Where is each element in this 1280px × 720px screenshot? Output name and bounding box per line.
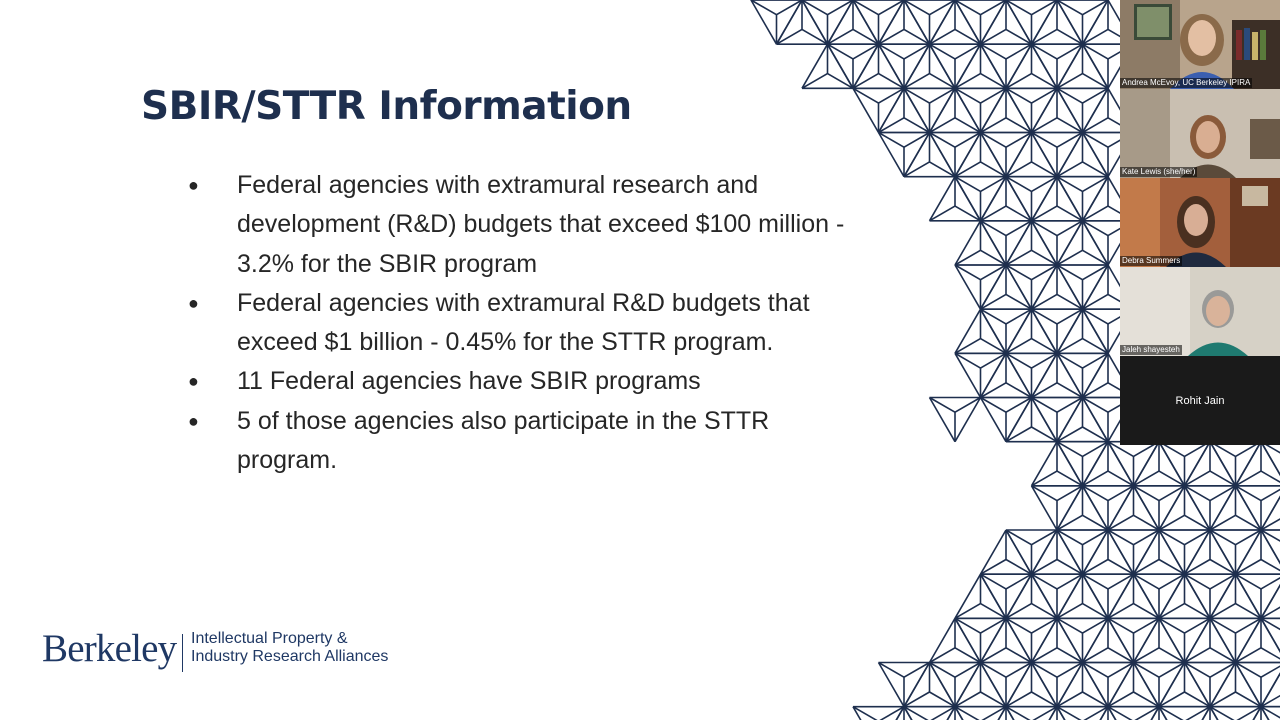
berkeley-wordmark: Berkeley: [42, 627, 177, 670]
participant-gallery: [1120, 0, 1280, 446]
bullet-dot-icon: ●: [188, 410, 199, 431]
participant-video: [1120, 178, 1280, 267]
participant-name: Andrea McEvoy, UC Berkeley IPIRA: [1122, 78, 1251, 87]
bullet-line: Federal agencies with extramural R&D budgets that: [237, 288, 810, 317]
participant-video: [1120, 0, 1280, 89]
logo-divider: [182, 634, 183, 672]
org-line-2: Industry Research Alliances: [191, 648, 389, 665]
org-line-1: Intellectual Property &: [191, 630, 348, 647]
participant-tile[interactable]: [1120, 89, 1280, 178]
participant-tile[interactable]: [1120, 178, 1280, 267]
participant-name: Debra Summers: [1122, 256, 1181, 265]
participant-tile[interactable]: [1120, 356, 1280, 445]
participant-name: Rohit Jain: [1175, 394, 1225, 407]
bullet-item: [188, 166, 948, 284]
bullet-line: 11 Federal agencies have SBIR programs: [237, 367, 701, 396]
bullet-line: exceed $1 billion - 0.45% for the STTR program.: [237, 328, 774, 357]
ipira-org-name: [191, 630, 411, 666]
slide-title: SBIR/STTR Information: [141, 84, 632, 129]
bullet-dot-icon: ●: [188, 292, 199, 313]
bullet-line: Federal agencies with extramural research and: [237, 171, 759, 199]
bullet-line: 3.2% for the SBIR program: [237, 249, 538, 278]
bullet-dot-icon: ●: [188, 371, 199, 392]
participant-name: Jaleh shayesteh: [1122, 345, 1180, 354]
participant-name: Kate Lewis (she/her): [1122, 167, 1196, 176]
bullet-line: 5 of those agencies also participate in the STTR: [237, 406, 770, 435]
participant-tile[interactable]: [1120, 0, 1280, 89]
bullet-item: [188, 284, 948, 363]
bullet-item: [188, 362, 948, 401]
participant-video: [1120, 267, 1280, 356]
participant-video: [1120, 89, 1280, 178]
bullet-dot-icon: ●: [188, 175, 199, 195]
participant-tile[interactable]: [1120, 267, 1280, 356]
bullet-list: [188, 166, 948, 480]
bullet-item: [188, 402, 948, 481]
bullet-line: development (R&D) budgets that exceed $100 million -: [237, 210, 845, 239]
bullet-line: program.: [237, 446, 338, 475]
